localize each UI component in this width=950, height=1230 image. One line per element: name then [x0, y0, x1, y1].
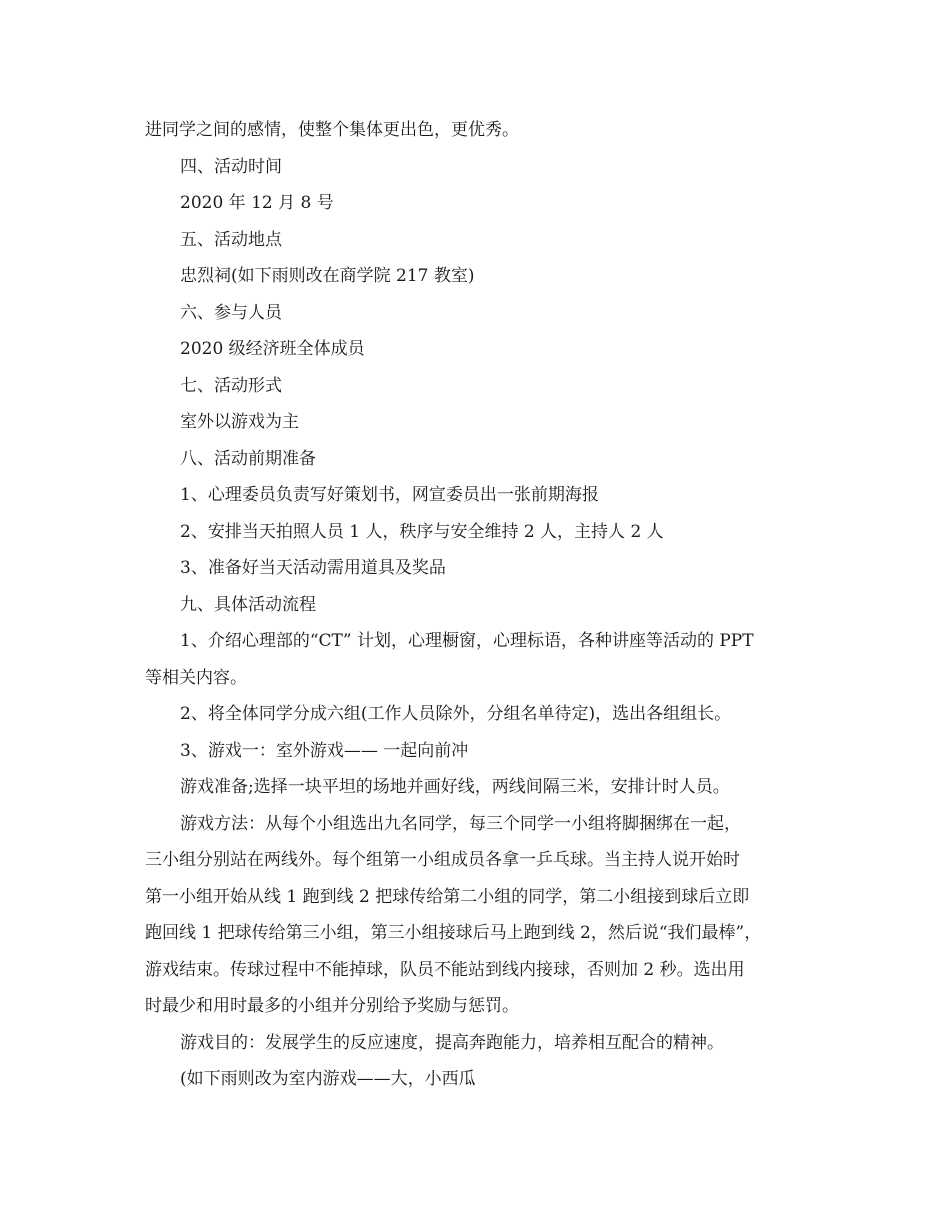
paragraph-line: 游戏方法：从每个小组选出九名同学，每三个同学一小组将脚捆绑在一起，: [180, 813, 741, 834]
paragraph-line: 忠烈祠(如下雨则改在商学院 217 教室): [180, 266, 475, 286]
paragraph-line: 游戏结束。传球过程中不能掉球，队员不能站到线内接球，否则加 2 秒。选出用: [145, 959, 745, 980]
paragraph-line: 游戏目的：发展学生的反应速度，提高奔跑能力，培养相互配合的精神。: [180, 1032, 724, 1053]
paragraph-line: (如下雨则改为室内游戏——大，小西瓜: [180, 1069, 476, 1089]
document-body: [145, 112, 810, 1098]
list-item: 1、介绍心理部的“CT” 计划，心理橱窗，心理标语，各种讲座等活动的 PPT: [180, 631, 754, 651]
paragraph-line: 三小组分别站在两线外。每个组第一小组成员各拿一乒乓球。当主持人说开始时: [145, 850, 740, 870]
section-heading-preparation: 八、活动前期准备: [180, 448, 316, 469]
paragraph-line: 进同学之间的感情，使整个集体更出色，更优秀。: [145, 120, 519, 140]
paragraph-line: 跑回线 1 把球传给第三小组，第三小组接球后马上跑到线 2，然后说“我们最棒”，: [145, 923, 762, 943]
paragraph-line: 游戏准备;选择一块平坦的场地并画好线，两线间隔三米，安排计时人员。: [180, 777, 730, 797]
paragraph-line: 2020 年 12 月 8 号: [180, 193, 334, 213]
section-heading-location: 五、活动地点: [180, 229, 282, 250]
list-item: 3、游戏一：室外游戏—— 一起向前冲: [180, 740, 469, 761]
list-item: 3、准备好当天活动需用道具及奖品: [180, 558, 446, 578]
paragraph-line: 室外以游戏为主: [180, 412, 299, 432]
paragraph-line: 第一小组开始从线 1 跑到线 2 把球传给第二小组的同学，第二小组接到球后立即: [145, 886, 750, 907]
section-heading-participants: 六、参与人员: [180, 302, 282, 323]
paragraph-line: 2020 级经济班全体成员: [180, 339, 365, 359]
list-item: 2、将全体同学分成六组(工作人员除外，分组名单待定)，选出各组组长。: [180, 704, 732, 724]
paragraph-line: 等相关内容。: [145, 667, 247, 688]
section-heading-process: 九、具体活动流程: [180, 594, 316, 615]
list-item: 2、安排当天拍照人员 1 人，秩序与安全维持 2 人，主持人 2 人: [180, 521, 664, 542]
section-heading-time: 四、活动时间: [180, 156, 282, 177]
list-item: 1、心理委员负责写好策划书，网宣委员出一张前期海报: [180, 485, 599, 505]
paragraph-line: 时最少和用时最多的小组并分别给予奖励与惩罚。: [145, 996, 519, 1016]
section-heading-format: 七、活动形式: [180, 375, 282, 396]
